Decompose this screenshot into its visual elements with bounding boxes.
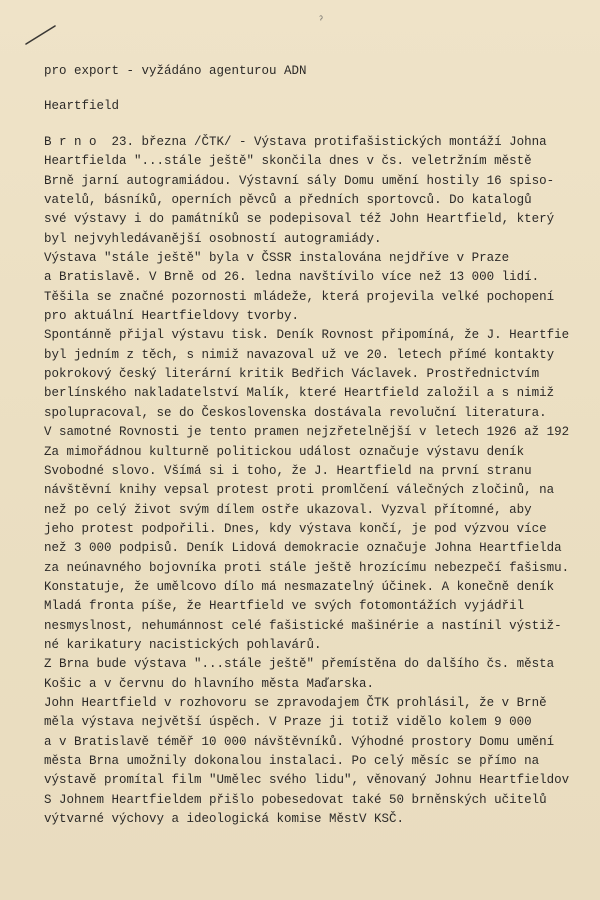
body-line: Mladá fronta píše, že Heartfield ve svých fotomontážích vyjádřil — [44, 599, 525, 614]
body-line: pro aktuální Heartfieldovy tvorby. — [44, 309, 300, 324]
body-line: Z Brna bude výstava "...stále ještě" přemístěna do dalšího čs. města — [44, 657, 555, 672]
body-line: Za mimořádnou kulturně politickou událost označuje výstavu deník — [44, 444, 525, 459]
body-line: spolupracoval, se do Československa dostávala revoluční literatura. — [44, 405, 547, 420]
body-line: a v Bratislavě téměř 10 000 návštěvníků. Výhodné prostory Domu umění — [44, 734, 555, 749]
body-line: měla výstava největší úspěch. V Praze ji totiž vidělo kolem 9 000 — [44, 715, 532, 730]
body-line: Spontánně přijal výstavu tisk. Deník Rovnost připomíná, že J. Heartfie — [44, 328, 570, 343]
body-line: vatelů, básníků, operních pěvců a předních sportovců. Do katalogů — [44, 193, 532, 208]
body-line: města Brna umožnily dokonalou instalaci. Po celý měsíc se přímo na — [44, 754, 540, 768]
body-line: Konstatuje, že umělcovo dílo má nesmazatelný účinek. A konečně deník — [44, 579, 555, 594]
body-line: a Bratislavě. V Brně od 26. ledna navštívilo více než 13 000 lidí. — [44, 270, 540, 285]
body-line: S Johnem Heartfieldem přišlo pobesedovat také 50 brněnských učitelů — [44, 792, 547, 807]
body-line: John Heartfield v rozhovoru se zpravodajem ČTK prohlásil, že v Brně — [44, 695, 547, 710]
body-line: výstavě promítal film "Umělec svého lidu", věnovaný Johnu Heartfieldov — [44, 773, 570, 788]
document-body — [44, 133, 600, 829]
body-line: pokrokový český literární kritik Bedřich Václavek. Prostřednictvím — [44, 367, 540, 382]
body-line: než 3 000 podpisů. Deník Lidová demokracie označuje Johna Heartfielda — [44, 541, 562, 556]
body-line: Těšila se značné pozornosti mládeže, která projevila velké pochopení — [44, 289, 555, 304]
body-line: za neúnavného bojovníka proti stále ještě hrozícímu nebezpečí fašismu. — [44, 560, 570, 575]
body-line: Výstava "stále ještě" byla v ČSSR instalována nejdříve v Praze — [44, 251, 510, 266]
body-line: byl nejvyhledávanější osobností autogramiády. — [44, 231, 382, 246]
body-line: berlínského nakladatelství Malík, které Heartfield založil a s nimiž — [44, 386, 555, 401]
body-line: jeho protest podpořili. Dnes, kdy výstava končí, je pod výzvou více — [44, 521, 547, 536]
body-line: B r n o 23. března /ČTK/ - Výstava protifašistických montáží Johna — [44, 135, 547, 149]
body-line: Košic a v červnu do hlavního města Maďarska. — [44, 676, 375, 691]
body-line: výtvarné výchovy a ideologická komise MěstV KSČ. — [44, 812, 405, 827]
body-line: Brně jarní autogramiádou. Výstavní sály Domu umění hostily 16 spiso- — [44, 173, 555, 188]
body-line: byl jedním z těch, s nimiž navazoval už ve 20. letech přímé kontakty — [44, 347, 555, 362]
body-line: Heartfielda "...stále ještě" skončila dnes v čs. veletržním městě — [44, 154, 532, 169]
body-line: nesmyslnost, nehumánnost celé fašistické mašinérie a nastínil výstiž- — [44, 618, 562, 633]
pen-stroke-mark — [24, 22, 58, 46]
body-line: než po celý život svým dílem ostře ukazoval. Vyzval přítomné, aby — [44, 502, 532, 517]
body-line: né karikatury nacistických pohlavárů. — [44, 637, 322, 652]
punch-mark: ˀ — [318, 16, 325, 27]
body-line: návštěvní knihy vepsal protest proti promlčení válečných zločinů, na — [44, 483, 555, 498]
document-heading: Heartfield — [44, 99, 120, 113]
body-line: své výstavy i do památníků se podepisoval též John Heartfield, který — [44, 212, 555, 227]
body-line: V samotné Rovnosti je tento pramen nejzřetelnější v letech 1926 až 192 — [44, 425, 570, 440]
body-line: Svobodné slovo. Všímá si i toho, že J. Heartfield na první stranu — [44, 463, 532, 478]
document-header: pro export - vyžádáno agenturou ADN — [44, 64, 307, 78]
